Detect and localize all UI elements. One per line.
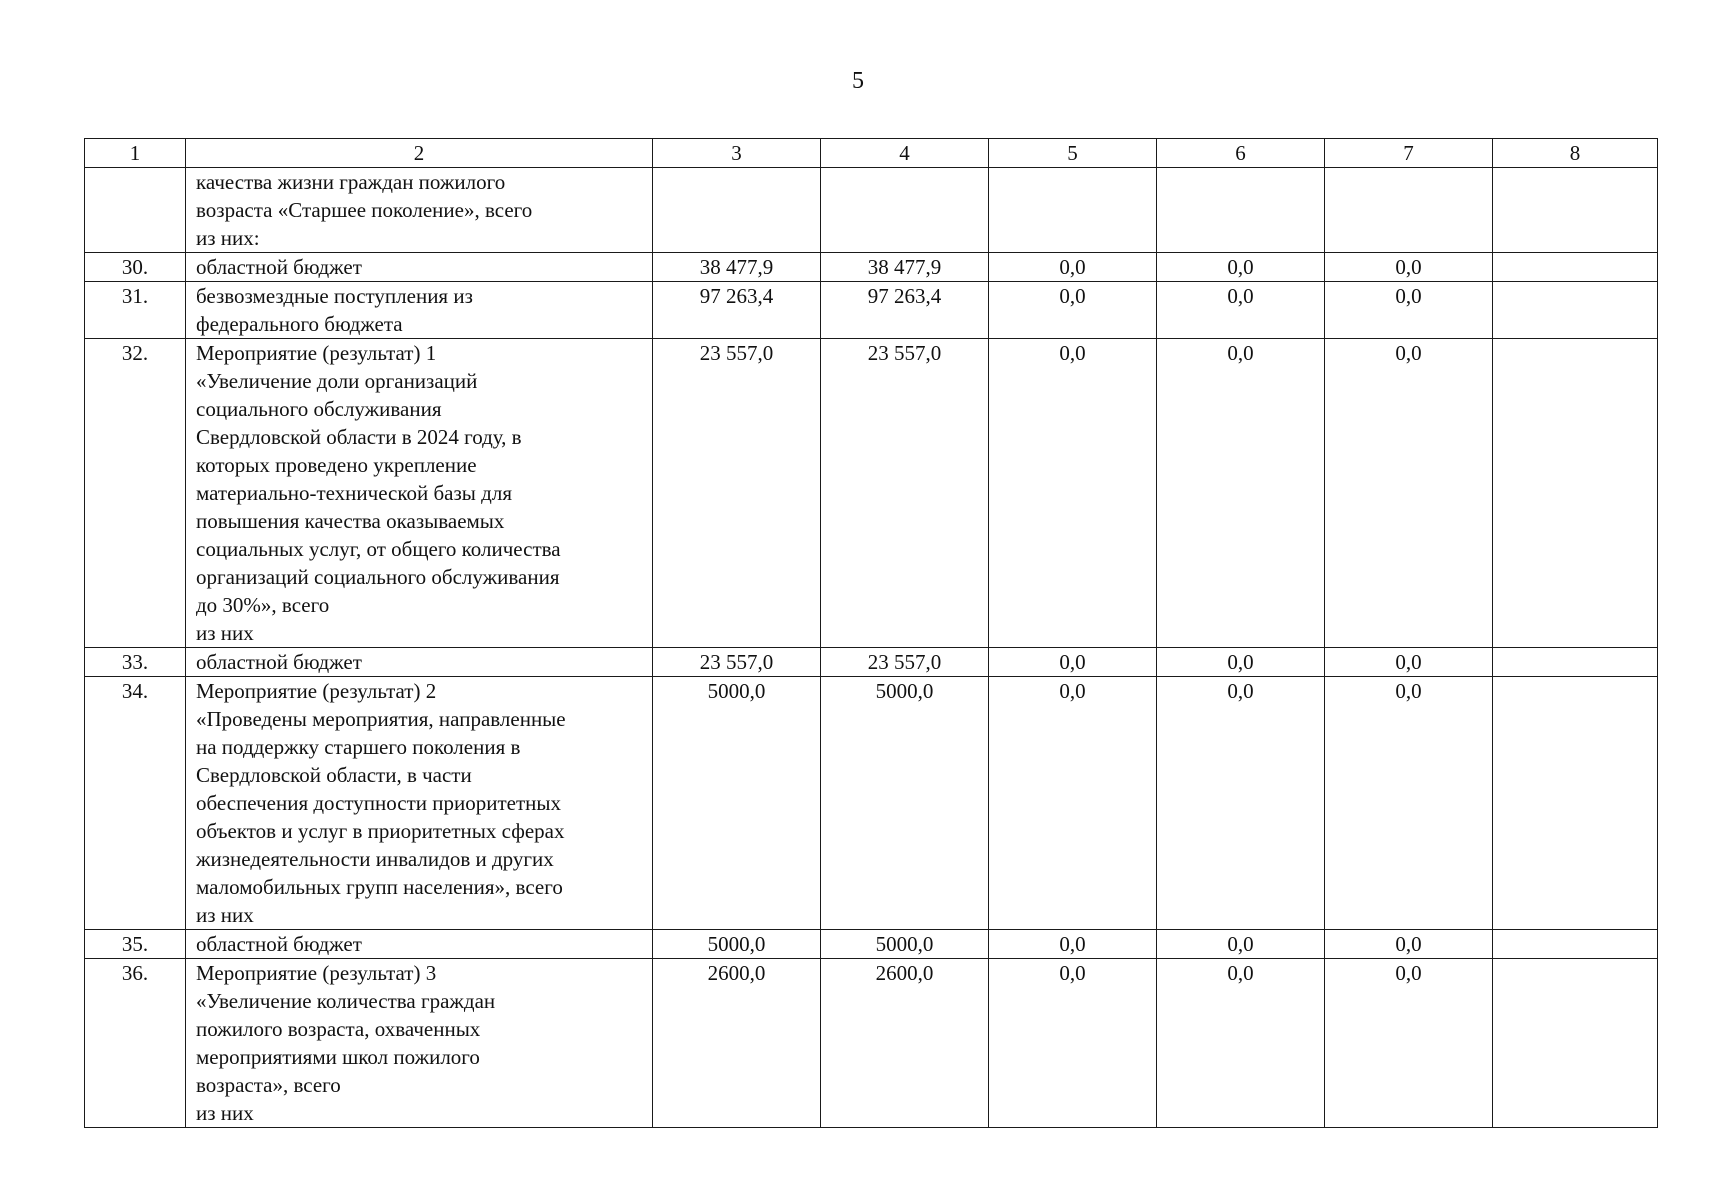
cell-col-4 [821,168,989,253]
column-header-2: 2 [186,139,653,168]
cell-col-3: 38 477,9 [653,253,821,282]
column-header-7: 7 [1325,139,1493,168]
cell-col-6: 0,0 [1157,677,1325,930]
cell-col-6: 0,0 [1157,253,1325,282]
cell-col-8 [1493,930,1658,959]
cell-col-7: 0,0 [1325,253,1493,282]
column-header-5: 5 [989,139,1157,168]
cell-col-8 [1493,959,1658,1128]
cell-col-8 [1493,168,1658,253]
table-row [85,339,1658,648]
table-row [85,253,1658,282]
cell-col-3: 23 557,0 [653,339,821,648]
row-number: 34. [85,677,186,930]
row-name: Мероприятие (результат) 3 «Увеличение количества граждан пожилого возраста, охваченных мероприятиями школ пожилого возраста», всего из них [186,959,653,1128]
row-number: 31. [85,282,186,339]
cell-col-3: 2600,0 [653,959,821,1128]
row-name: качества жизни граждан пожилого возраста «Старшее поколение», всего из них: [186,168,653,253]
row-name: областной бюджет [186,648,653,677]
column-header-4: 4 [821,139,989,168]
cell-col-3: 5000,0 [653,677,821,930]
cell-col-5: 0,0 [989,930,1157,959]
cell-col-6 [1157,168,1325,253]
row-number: 32. [85,339,186,648]
cell-col-5: 0,0 [989,253,1157,282]
table-row [85,959,1658,1128]
cell-col-7: 0,0 [1325,648,1493,677]
row-number: 35. [85,930,186,959]
cell-col-8 [1493,253,1658,282]
cell-col-5: 0,0 [989,648,1157,677]
row-name: областной бюджет [186,253,653,282]
cell-col-7 [1325,168,1493,253]
row-number [85,168,186,253]
row-number: 33. [85,648,186,677]
table-row [85,930,1658,959]
page-number: 5 [852,68,864,94]
cell-col-5: 0,0 [989,959,1157,1128]
column-header-1: 1 [85,139,186,168]
cell-col-7: 0,0 [1325,339,1493,648]
cell-col-8 [1493,282,1658,339]
table-row [85,677,1658,930]
row-name: областной бюджет [186,930,653,959]
cell-col-7: 0,0 [1325,282,1493,339]
budget-table [84,138,1658,1128]
cell-col-4: 23 557,0 [821,648,989,677]
cell-col-3: 23 557,0 [653,648,821,677]
cell-col-6: 0,0 [1157,339,1325,648]
column-number-row [85,139,1658,168]
cell-col-6: 0,0 [1157,930,1325,959]
cell-col-5: 0,0 [989,677,1157,930]
cell-col-4: 97 263,4 [821,282,989,339]
cell-col-4: 38 477,9 [821,253,989,282]
row-name: безвозмездные поступления из федерального бюджета [186,282,653,339]
cell-col-8 [1493,339,1658,648]
cell-col-5 [989,168,1157,253]
table-row [85,648,1658,677]
cell-col-4: 5000,0 [821,930,989,959]
row-number: 36. [85,959,186,1128]
column-header-3: 3 [653,139,821,168]
cell-col-4: 5000,0 [821,677,989,930]
cell-col-4: 23 557,0 [821,339,989,648]
table-row [85,168,1658,253]
row-number: 30. [85,253,186,282]
cell-col-8 [1493,648,1658,677]
cell-col-7: 0,0 [1325,677,1493,930]
cell-col-8 [1493,677,1658,930]
cell-col-5: 0,0 [989,282,1157,339]
cell-col-5: 0,0 [989,339,1157,648]
cell-col-3: 97 263,4 [653,282,821,339]
cell-col-7: 0,0 [1325,959,1493,1128]
column-header-6: 6 [1157,139,1325,168]
cell-col-6: 0,0 [1157,648,1325,677]
cell-col-7: 0,0 [1325,930,1493,959]
cell-col-3: 5000,0 [653,930,821,959]
row-name: Мероприятие (результат) 2 «Проведены мероприятия, направленные на поддержку старшего поколения в Свердловской области, в части обеспечения доступности приоритетных объектов и услуг в приоритетных сферах жизнедеятельности инвалидов и других маломобильных групп населения», всего из них [186,677,653,930]
cell-col-4: 2600,0 [821,959,989,1128]
table-row [85,282,1658,339]
cell-col-6: 0,0 [1157,282,1325,339]
cell-col-3 [653,168,821,253]
cell-col-6: 0,0 [1157,959,1325,1128]
row-name: Мероприятие (результат) 1 «Увеличение доли организаций социального обслуживания Свердловской области в 2024 году, в которых проведено укрепление материально-технической базы для повышения качества оказываемых социальных услуг, от общего количества организаций социального обслуживания до 30%», всего из них [186,339,653,648]
column-header-8: 8 [1493,139,1658,168]
